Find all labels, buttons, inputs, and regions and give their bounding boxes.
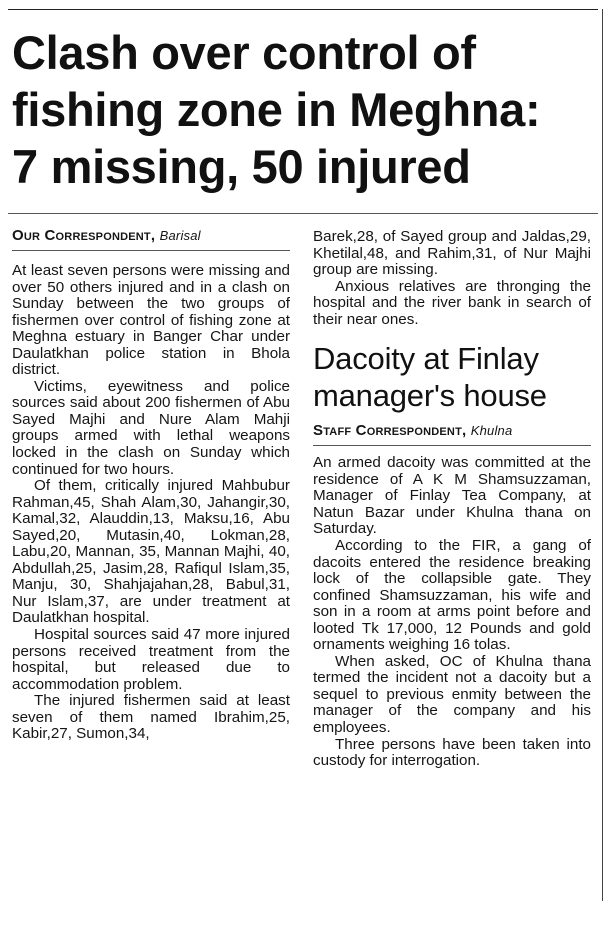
story2-headline-line-2: manager's house [313, 378, 547, 414]
story1-byline [12, 227, 290, 245]
story2-paragraph: According to the FIR, a gang of dacoits entered the residence breaking lock of the collapsible gate. They confined Shamsuzzaman, his wife and son in a room at arms point before and looted Tk 17,000, 12 Pounds and gold ornaments weighing 16 tolas. [313, 537, 591, 654]
story2-byline-name: Staff Correspondent, [313, 422, 467, 440]
story1-paragraph: Victims, eyewitness and police sources said about 200 fishermen of Abu Sayed Majhi and Nure Alam Mahji groups armed with lethal weapons locked in the clash on Sunday which continued for two hours. [12, 377, 290, 478]
story1-continuation-paragraph: Barek,28, of Sayed group and Jaldas,29, Khetilal,48, and Rahim,31, of Nur Majhi group are missing. [313, 228, 591, 279]
headline-line-3: 7 missing, 50 injured [12, 140, 471, 193]
main-headline [12, 24, 602, 195]
headline-line-1: Clash over control of [12, 26, 476, 79]
column-rule-right [602, 9, 603, 901]
left-column [12, 227, 290, 743]
headline-rule [8, 213, 598, 214]
story2-byline-rule [313, 445, 591, 446]
story2-paragraph: Three persons have been taken into custody for interrogation. [313, 735, 591, 770]
top-rule [8, 9, 598, 10]
story1-continuation-paragraph: Anxious relatives are thronging the hospital and the river bank in search of their near ones. [313, 277, 591, 328]
story1-paragraph: Of them, critically injured Mahbubur Rahman,45, Shah Alam,30, Jahangir,30, Kamal,32, Alauddin,13, Maksu,16, Abu Sayed,20, Mutasin,40, Lokman,28, Labu,20, Mannan, 35, Mannan Majhi, 40, Abdullah,25, Jasim,28, Rafiqul Islam,35, Manju, 30, Shahjajahan,28, Babul,31, Nur Islam,37, are under treatment at Daulatkhan hospital. [12, 477, 290, 627]
story1-byline-rule [12, 250, 290, 251]
right-column [313, 229, 591, 770]
story1-byline-location: Barisal [159, 228, 201, 243]
story2-byline-location: Khulna [470, 423, 513, 439]
story1-paragraph: At least seven persons were missing and over 50 others injured and in a clash on Sunday between the two groups of fishermen over control of fishing zone at Meghna estuary in Banger Char under Daulatkhan police station in Bhola district. [12, 262, 290, 379]
headline-line-2: fishing zone in Meghna: [12, 83, 541, 136]
story1-paragraph: Hospital sources said 47 more injured persons received treatment from the hospital, but released due to accommodation problem. [12, 626, 290, 693]
story2-headline-line-1: Dacoity at Finlay [313, 341, 539, 377]
story2-paragraph: When asked, OC of Khulna thana termed the incident not a dacoity but a sequel to previous enmity between the manager of the company and his employees. [313, 652, 591, 737]
story2-headline [313, 340, 591, 414]
story2-paragraph: An armed dacoity was committed at the residence of A K M Shamsuzzaman, Manager of Finlay Tea Company, at Natun Bazar under Khulna thana on Saturday. [313, 454, 591, 538]
story1-paragraph: The injured fishermen said at least seven of them named Ibrahim,25, Kabir,27, Sumon,34, [12, 692, 290, 743]
story1-byline-name: Our Correspondent, [12, 227, 156, 244]
story2-byline [313, 422, 591, 440]
